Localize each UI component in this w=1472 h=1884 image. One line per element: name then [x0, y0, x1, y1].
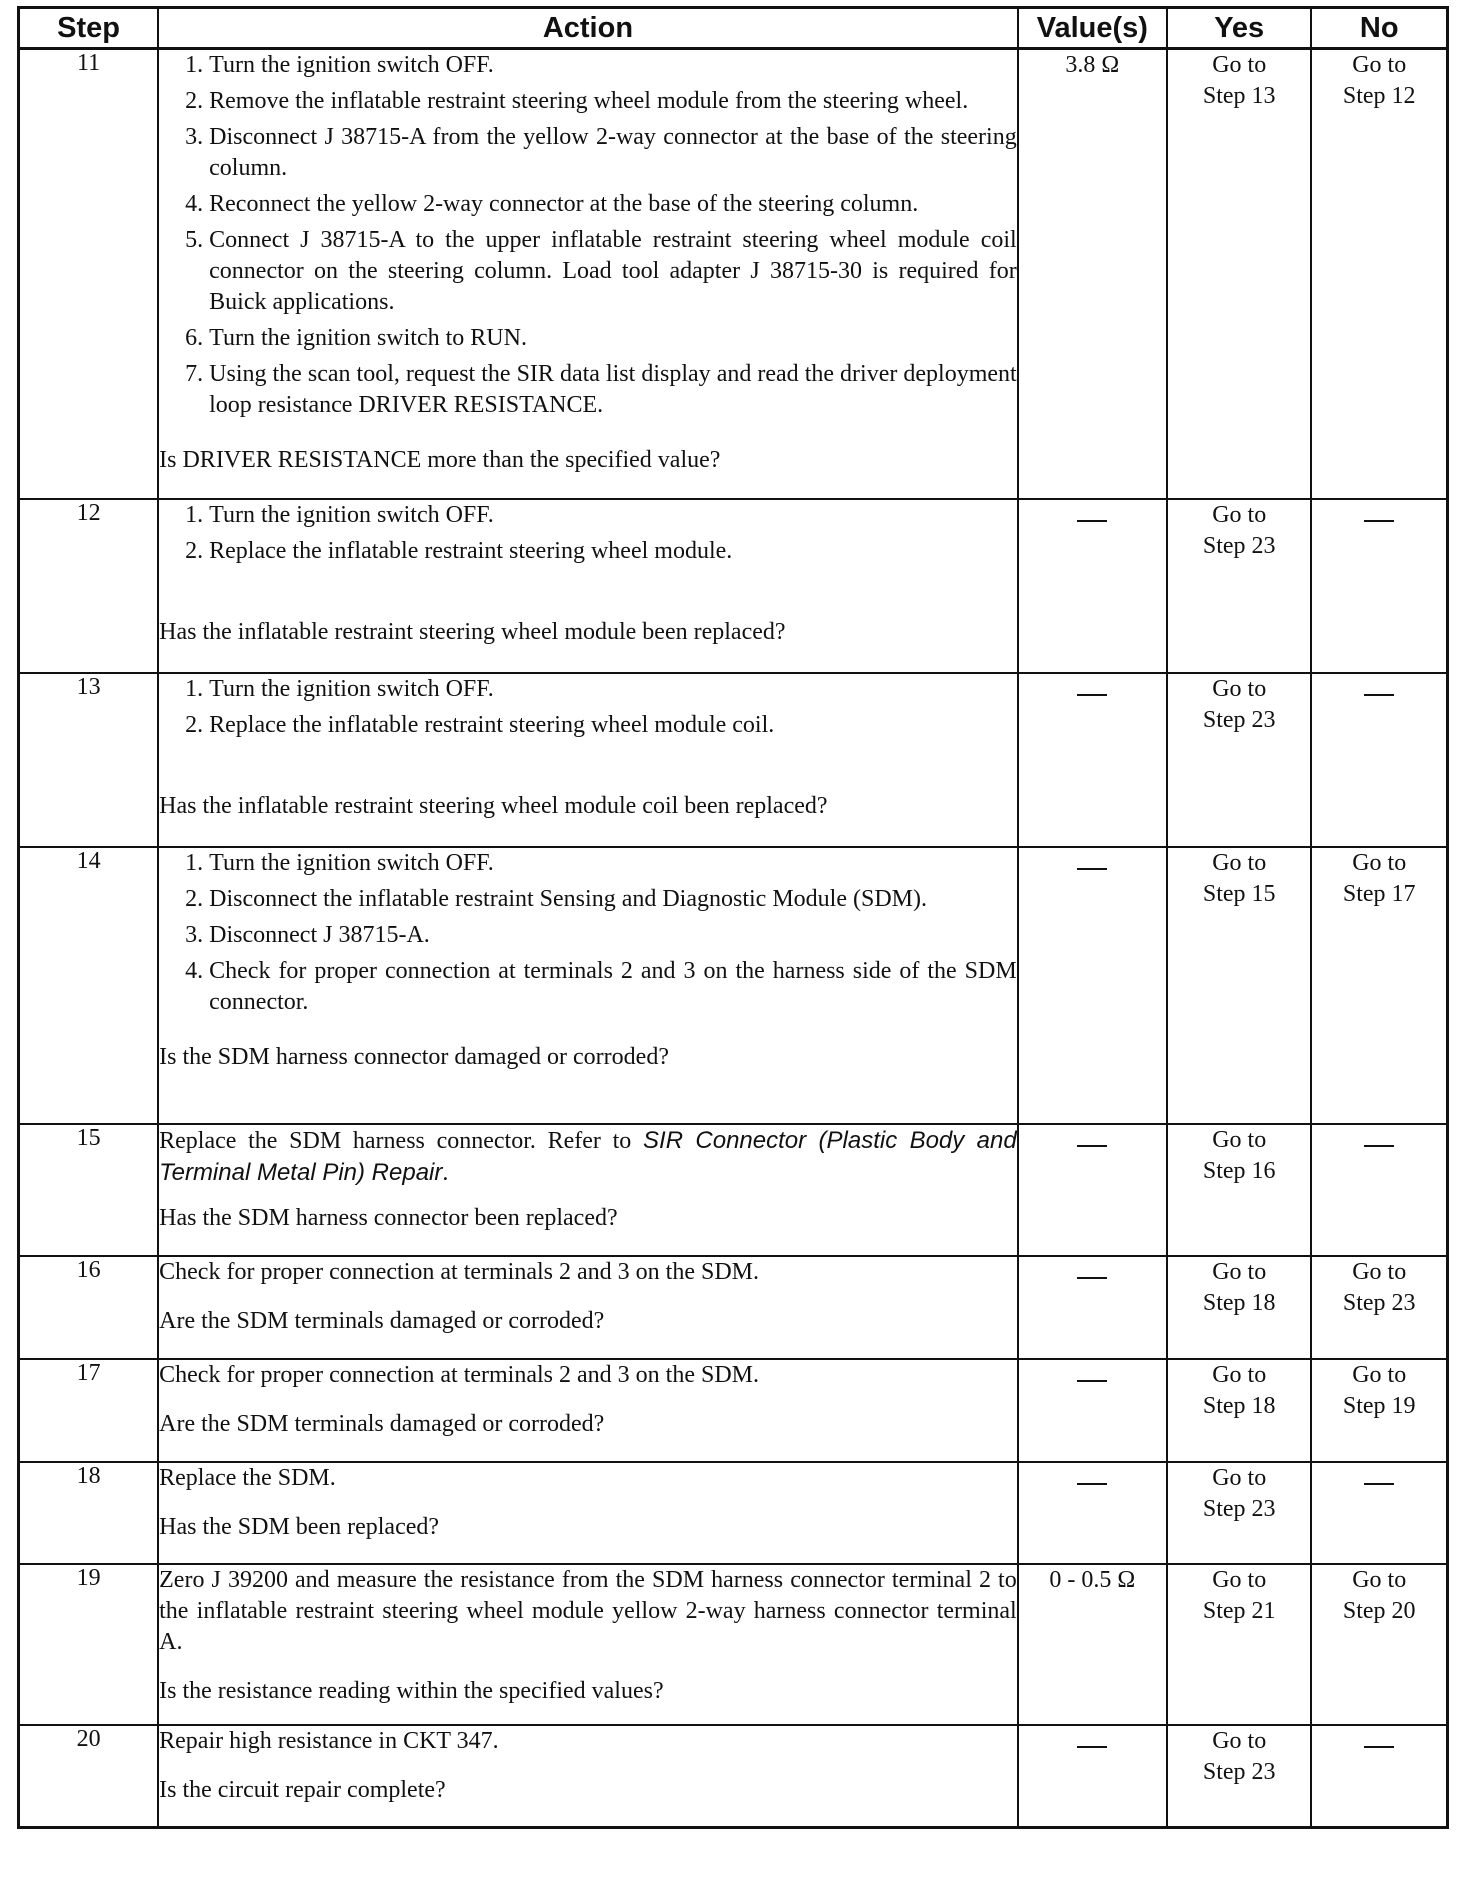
- value-cell: [1018, 673, 1167, 847]
- action-question: Is the circuit repair complete?: [159, 1776, 446, 1803]
- no-goto-label: Go to: [1352, 52, 1407, 78]
- action-item: 1. Turn the ignition switch OFF.: [209, 848, 1017, 879]
- action-item: 2. Replace the inflatable restraint steering wheel module.: [209, 536, 1017, 567]
- table-header: [19, 8, 1448, 49]
- yes-goto-step: Step 23: [1202, 1495, 1276, 1522]
- repair-reference: SIR Connector (Plastic Body and Terminal Metal Pin) Repair: [159, 1126, 1017, 1186]
- yes-cell: [1167, 1256, 1311, 1359]
- action-cell: [158, 673, 1018, 847]
- action-question: Has the SDM harness connector been replaced?: [159, 1204, 618, 1231]
- no-cell: [1311, 1256, 1447, 1359]
- yes-goto-step: Step 18: [1202, 1392, 1276, 1419]
- action-item: 1. Turn the ignition switch OFF.: [209, 674, 1017, 705]
- yes-goto-step: Step 13: [1202, 83, 1276, 109]
- action-list: [159, 50, 1017, 421]
- header-row: [19, 8, 1448, 49]
- yes-goto-step: Step 15: [1202, 880, 1276, 907]
- value-cell: [1018, 847, 1167, 1124]
- no-goto-step: Step 19: [1342, 1392, 1416, 1419]
- no-goto-step: Step 20: [1342, 1597, 1416, 1624]
- table-row: [19, 1359, 1448, 1462]
- value-cell: [1018, 499, 1167, 673]
- value-cell: [1018, 1124, 1167, 1256]
- dash-mark: [1364, 520, 1394, 522]
- action-question: Has the inflatable restraint steering wheel module been replaced?: [159, 618, 786, 645]
- action-item: 1. Turn the ignition switch OFF.: [209, 50, 1017, 81]
- action-item: 2. Remove the inflatable restraint steering wheel module from the steering wheel.: [209, 86, 1017, 117]
- dash-mark: [1077, 868, 1107, 870]
- step-number: 17: [19, 1359, 159, 1462]
- step-number: 19: [19, 1564, 159, 1725]
- yes-goto-label: Go to: [1212, 1464, 1267, 1491]
- action-item: 6. Turn the ignition switch to RUN.: [209, 323, 1017, 354]
- dash-mark: [1364, 1145, 1394, 1147]
- action-list: [159, 848, 1017, 1018]
- no-cell: [1311, 1564, 1447, 1725]
- step-number: 13: [19, 673, 159, 847]
- action-item: 3. Disconnect J 38715-A.: [209, 920, 1017, 951]
- yes-cell: [1167, 49, 1311, 499]
- action-item: 5. Connect J 38715-A to the upper inflatable restraint steering wheel module coil connector on the steering column. Load tool adapter J 38715-30 is required for Buick applications.: [209, 225, 1017, 318]
- table-row: [19, 673, 1448, 847]
- value-cell: [1018, 1359, 1167, 1462]
- table-row: [19, 499, 1448, 673]
- dash-mark: [1077, 520, 1107, 522]
- action-item: 2. Disconnect the inflatable restraint Sensing and Diagnostic Module (SDM).: [209, 884, 1017, 915]
- no-cell: [1311, 499, 1447, 673]
- no-cell: [1311, 49, 1447, 499]
- value-cell: [1018, 1462, 1167, 1564]
- yes-goto-label: Go to: [1212, 675, 1267, 702]
- yes-goto-step: Step 21: [1202, 1597, 1276, 1624]
- action-question: Is the SDM harness connector damaged or corroded?: [159, 1043, 669, 1070]
- action-item: 4. Check for proper connection at terminals 2 and 3 on the harness side of the SDM connector.: [209, 956, 1017, 1018]
- action-text: Repair high resistance in CKT 347.: [159, 1727, 499, 1754]
- step-number: 18: [19, 1462, 159, 1564]
- yes-cell: [1167, 1462, 1311, 1564]
- yes-cell: [1167, 847, 1311, 1124]
- table-row: [19, 1256, 1448, 1359]
- dash-mark: [1364, 1746, 1394, 1748]
- dash-mark: [1077, 1380, 1107, 1382]
- header-values: Value(s): [1018, 8, 1167, 49]
- action-cell: [158, 49, 1018, 499]
- no-goto-step: Step 12: [1342, 83, 1416, 109]
- action-cell: [158, 1256, 1018, 1359]
- dash-mark: [1077, 1145, 1107, 1147]
- action-text: Check for proper connection at terminals 2 and 3 on the SDM.: [159, 1258, 759, 1285]
- dash-mark: [1364, 1483, 1394, 1485]
- no-cell: [1311, 1462, 1447, 1564]
- no-cell: [1311, 1124, 1447, 1256]
- table-row: [19, 1462, 1448, 1564]
- action-cell: [158, 1564, 1018, 1725]
- table-row: [19, 1725, 1448, 1828]
- dash-mark: [1077, 1277, 1107, 1279]
- yes-goto-label: Go to: [1212, 501, 1267, 528]
- yes-goto-step: Step 16: [1202, 1157, 1276, 1184]
- action-cell: [158, 1124, 1018, 1256]
- dash-mark: [1364, 694, 1394, 696]
- action-text-lead: Replace the SDM harness connector. Refer to: [159, 1127, 632, 1154]
- action-text-end: .: [442, 1159, 449, 1186]
- diagnostic-table: [17, 6, 1449, 1829]
- no-goto-label: Go to: [1352, 1566, 1407, 1593]
- action-cell: [158, 847, 1018, 1124]
- no-goto-step: Step 17: [1342, 880, 1416, 907]
- action-item: 4. Reconnect the yellow 2-way connector at the base of the steering column.: [209, 189, 1017, 220]
- table-row: [19, 847, 1448, 1124]
- yes-goto-step: Step 23: [1202, 532, 1276, 559]
- header-yes: Yes: [1167, 8, 1311, 49]
- header-no: No: [1311, 8, 1447, 49]
- no-cell: [1311, 847, 1447, 1124]
- yes-goto-label: Go to: [1212, 1361, 1267, 1388]
- action-text: [159, 1125, 1017, 1189]
- action-list: [159, 674, 1017, 741]
- yes-goto-step: Step 23: [1202, 706, 1276, 733]
- step-number: 11: [19, 49, 159, 499]
- action-text: Zero J 39200 and measure the resistance from the SDM harness connector terminal 2 to the inflatable restraint steering wheel module yellow 2-way harness connector terminal A.: [159, 1566, 1017, 1655]
- action-text: Check for proper connection at terminals 2 and 3 on the SDM.: [159, 1361, 759, 1388]
- table-body: [19, 49, 1448, 1828]
- table-row: [19, 49, 1448, 499]
- action-cell: [158, 499, 1018, 673]
- dash-mark: [1077, 694, 1107, 696]
- step-number: 15: [19, 1124, 159, 1256]
- action-cell: [158, 1359, 1018, 1462]
- action-text: Replace the SDM.: [159, 1464, 336, 1491]
- action-list: [159, 500, 1017, 567]
- step-number: 20: [19, 1725, 159, 1828]
- yes-cell: [1167, 1564, 1311, 1725]
- action-question: Is DRIVER RESISTANCE more than the specified value?: [159, 447, 721, 473]
- yes-goto-label: Go to: [1212, 849, 1267, 876]
- no-cell: [1311, 673, 1447, 847]
- yes-goto-label: Go to: [1212, 1258, 1267, 1285]
- no-goto-label: Go to: [1352, 1361, 1407, 1388]
- action-item: 3. Disconnect J 38715-A from the yellow 2-way connector at the base of the steering column.: [209, 122, 1017, 184]
- dash-mark: [1077, 1483, 1107, 1485]
- no-goto-label: Go to: [1352, 849, 1407, 876]
- action-cell: [158, 1462, 1018, 1564]
- no-goto-label: Go to: [1352, 1258, 1407, 1285]
- yes-goto-label: Go to: [1212, 1727, 1267, 1754]
- action-item: 2. Replace the inflatable restraint steering wheel module coil.: [209, 710, 1017, 741]
- step-number: 12: [19, 499, 159, 673]
- yes-cell: [1167, 1124, 1311, 1256]
- yes-cell: [1167, 673, 1311, 847]
- yes-cell: [1167, 499, 1311, 673]
- table-row: [19, 1564, 1448, 1725]
- yes-goto-label: Go to: [1212, 52, 1267, 78]
- value-cell: [1018, 1256, 1167, 1359]
- action-item: 7. Using the scan tool, request the SIR data list display and read the driver deployment loop resistance DRIVER RESISTANCE.: [209, 359, 1017, 421]
- yes-goto-step: Step 23: [1202, 1758, 1276, 1785]
- step-number: 16: [19, 1256, 159, 1359]
- yes-goto-label: Go to: [1212, 1126, 1267, 1153]
- table-row: [19, 1124, 1448, 1256]
- action-cell: [158, 1725, 1018, 1828]
- yes-goto-step: Step 18: [1202, 1289, 1276, 1316]
- yes-cell: [1167, 1359, 1311, 1462]
- header-action: Action: [158, 8, 1018, 49]
- value-cell: 3.8 Ω: [1018, 49, 1167, 499]
- action-question: Has the SDM been replaced?: [159, 1513, 440, 1540]
- action-question: Are the SDM terminals damaged or corroded?: [159, 1307, 605, 1334]
- yes-goto-label: Go to: [1212, 1566, 1267, 1593]
- step-number: 14: [19, 847, 159, 1124]
- no-cell: [1311, 1359, 1447, 1462]
- action-item: 1. Turn the ignition switch OFF.: [209, 500, 1017, 531]
- action-question: Is the resistance reading within the specified values?: [159, 1677, 664, 1704]
- action-question: Are the SDM terminals damaged or corroded?: [159, 1410, 605, 1437]
- action-question: Has the inflatable restraint steering wheel module coil been replaced?: [159, 792, 828, 819]
- value-cell: [1018, 1725, 1167, 1828]
- yes-cell: [1167, 1725, 1311, 1828]
- header-step: Step: [19, 8, 159, 49]
- no-cell: [1311, 1725, 1447, 1828]
- value-cell: 0 - 0.5 Ω: [1018, 1564, 1167, 1725]
- no-goto-step: Step 23: [1342, 1289, 1416, 1316]
- dash-mark: [1077, 1746, 1107, 1748]
